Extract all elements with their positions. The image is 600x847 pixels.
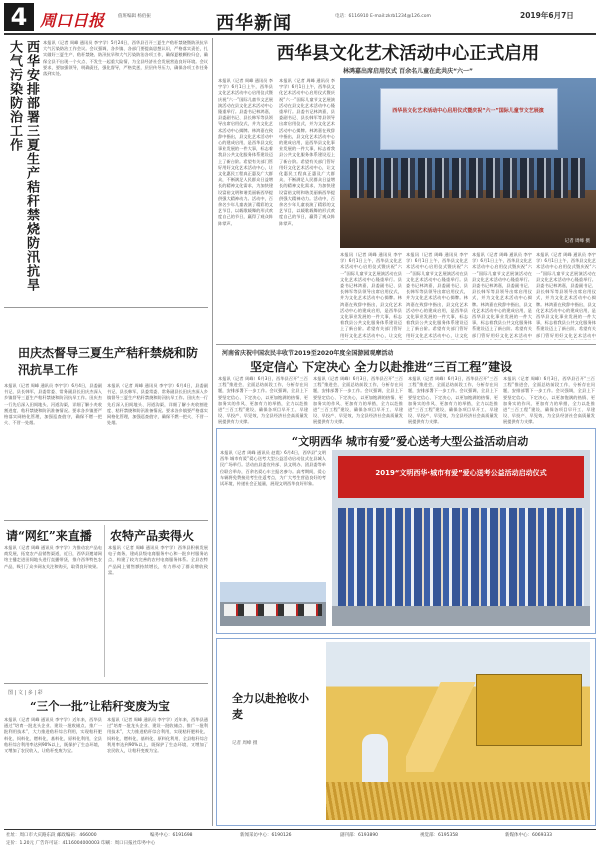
volunteer-side-photo <box>220 582 326 626</box>
wangyou-title: 请“网红”来直播 <box>6 529 92 543</box>
footer-phone-2: 新闻采访中心：6190126 <box>240 833 292 838</box>
tian-article-title: 田庆杰督导三夏生产秸秆禁烧和防汛抗旱工作 <box>18 346 199 377</box>
harvest-photo <box>326 642 590 820</box>
flood-article-body <box>43 40 208 302</box>
sanyi-title: “三个一批”让秸秆变废为宝 <box>30 699 170 713</box>
volunteer-title: “文明西华 城市有爱”爱心送考大型公益活动启动 <box>291 435 529 448</box>
volunteer-ground <box>332 606 590 626</box>
lead-title: 西华县文化艺术活动中心正式启用 <box>276 44 540 64</box>
footer-phone-4: 视觉部：6195358 <box>420 833 459 838</box>
harvest-title: 全力以赴抢收小麦 <box>232 692 309 721</box>
volunteer-crowd <box>338 508 584 608</box>
lead-text-3: 本报讯（记者 周峰 通讯员 李宇学）6月1日上午，西华县文化艺术活动中心启用仪式暨庆祝“六一”国际儿童节文艺展演活动在县文化艺术活动中心隆重举行。县委书记林鸿嘉，县委副书记、县长韩军等县领导出席启用仪式，并为文化艺术活动中心揭牌。林鸿嘉在致辞中指出，县文化艺术活动中心的建成启用，是西华县文化事业发展的一件大事，标志着我县公共文化服务体系建设迈上了新台阶。希望有关部门管好用好文化艺术活动中心，让文化 <box>340 252 402 338</box>
volunteer-text: 本报讯（记者 周峰 通讯员 赵霞）6月4日，西华县“文明西华 城市有爱”爱心送考大型公益活动启动仪式在县城人民广场举行。活动由县委宣传部、县文明办、团县委等单位联合举办，百余名爱心车主报名参与。高考期间，爱心车辆将免费接送考生往返考点，为广大考生营造良好的考试环境，传递社会正能量，展现文明西华良好形象。 <box>220 450 326 487</box>
wangyou-body <box>4 545 102 677</box>
harvest-caption: 记者 周峰 摄 <box>232 741 258 746</box>
lead-text-5: 本报讯（记者 周峰 通讯员 李宇学）6月1日上午，西华县文化艺术活动中心启用仪式暨庆祝“六一”国际儿童节文艺展演活动在县文化艺术活动中心隆重举行。县委书记林鸿嘉，县委副书记、县长韩军等县领导出席启用仪式，并为文化艺术活动中心揭牌。林鸿嘉在致辞中指出，县文化艺术活动中心的建成启用，是西华县文化事业发展的一件大事，标志着我县公共文化服务体系建设迈上了新台阶。希望有关部门管好用好文化艺术活动中 <box>472 252 532 338</box>
sanyi-kicker: 图 | 文 | 多 | 彩 <box>8 690 43 696</box>
footer-address: 社址：周口市大庆路东段 邮政编码：466000 <box>6 833 97 838</box>
tour-body-1 <box>218 376 308 424</box>
nong-text: 本报讯（记者 周峰 通讯员 李宇学）西华县积极发展电子商务，建成县级电商服务中心和一批乡村服务站点，构建了较为完善的农村电商服务体系。全县农特产品网上销售额持续增长，有力带动了群众增收致富。 <box>108 545 208 575</box>
tour-body-4 <box>503 376 595 424</box>
lead-body-col2 <box>279 78 335 340</box>
tian-article-body <box>4 383 102 513</box>
lead-photo <box>340 78 596 248</box>
lead-subtitle: 林鸿嘉出席启用仪式 百余名儿童在此共庆“六一” <box>343 68 473 75</box>
tian-text-col2: 本报讯（记者 周峰 通讯员 李宇学）6月4日，县委副书记、县长韩军，县委常委、常务副县长田庆杰深入乡镇督导三夏生产秸秆禁烧和防汛抗旱工作。田庆杰一行先后深入田间地头、河道沟渠，详细了解小麦收割进度、秸秆禁烧和防汛准备情况。要求各乡镇要严格落实网格化管理，加强巡查值守，确保不燃一把火、不冒一处烟。 <box>107 383 208 426</box>
lead-body-col5 <box>472 252 532 340</box>
tour-body-2 <box>313 376 403 424</box>
footer-phone-3: 副刊部：6193890 <box>340 833 379 838</box>
lead-text-6: 本报讯（记者 周峰 通讯员 李宇学）6月1日上午，西华县文化艺术活动中心启用仪式暨庆祝“六一”国际儿童节文艺展演活动在县文化艺术活动中心隆重举行。县委书记林鸿嘉，县委副书记、县长韩军等县领导出席启用仪式，并为文化艺术活动中心揭牌。林鸿嘉在致辞中指出，县文化艺术活动中心的建成启用，是西华县文化事业发展的一件大事，标志着我县公共文化服务体系建设迈上了新台阶。希望有关部门管好用好文化艺术活动中 <box>536 252 596 338</box>
flood-article-title: 西华安排部署三夏生产秸秆禁烧防汛抗旱大气污染防治工作 <box>7 40 39 292</box>
issue-date: 2019年6月7日 <box>520 11 574 20</box>
sanyi-text-col2: 本报讯（记者 周峰 通讯员 李宇学）近年来，西华县通过“培育一批龙头企业、建设一批收储点、推广一批利用技术”，大力推进秸秆综合利用，实现秸秆肥料化、饲料化、燃料化、基料化、原料化利用，全县秸秆综合利用率达到90%以上，既保护了生态环境，又增加了农民收入，让秸秆变废为宝。 <box>107 717 208 754</box>
tour-text-3: 本报讯（记者 周峰）6月3日，西华县召开“三百工程”推进会，全面总结前段工作，分析存在问题，安排部署下一步工作。会议强调，全县上下要坚定信心、下定决心，以更加饱满的热情、更加务实的作风、更加有力的举措，全力以赴推进“三百工程”建设，确保各项目早开工、早建设、早投产、早见效，为全县经济社会高质量发展提供有力支撑。 <box>408 376 498 424</box>
tour-banner: 河南省庆祝中国农民丰收节2019至2020年度全国游园观摩活动 <box>222 350 394 357</box>
footer-price: 定价：1.20元 广告许可证：4116004000003 印刷：周口日报社印务中心 <box>6 841 156 846</box>
nong-title: 农特产品卖得火 <box>110 529 195 543</box>
combine-harvester <box>476 674 582 746</box>
paper-logo: 周口日报 <box>40 11 105 30</box>
stage-floor <box>340 190 596 248</box>
sanyi-text-col1: 本报讯（记者 周峰 通讯员 李宇学）近年来，西华县通过“培育一批龙头企业、建设一批收储点、推广一批利用技术”，大力推进秸秆综合利用，实现秸秆肥料化、饲料化、燃料化、基料化、原料化利用，全县秸秆综合利用率达到90%以上，既保护了生态环境，又增加了农民收入，让秸秆变废为宝。 <box>4 717 102 754</box>
section-title: 西华新闻 <box>216 13 292 34</box>
nong-body <box>108 545 208 677</box>
tour-body-3 <box>408 376 498 424</box>
tian-text-col1: 本报讯（记者 周峰 通讯员 李宇学）6月4日，县委副书记、县长韩军，县委常委、常务副县长田庆杰深入乡镇督导三夏生产秸秆禁烧和防汛抗旱工作。田庆杰一行先后深入田间地头、河道沟渠，详细了解小麦收割进度、秸秆禁烧和防汛准备情况。要求各乡镇要严格落实网格化管理，加强巡查值守，确保不燃一把火、不冒一处烟。 <box>4 383 102 426</box>
flood-text: 本报讯（记者 周峰 通讯员 李宇学）5月24日，西华县召开三夏生产秸秆禁烧暨防汛抗旱大气污染防治工作会议。会议强调，各乡镇、各部门要提高思想认识，严格落实责任，扎实做好三夏生产、秸秆禁烧、防汛抗旱和大气污染防治各项工作，确保夏粮颗粒归仓，确保全县不出现一个火点、不发生一起重大险情，为全县经济社会发展营造良好环境。会议要求，要加强领导，明确责任，强化督导，严格奖惩，层层传导压力，确保各项工作任务落到实处。 <box>43 40 208 77</box>
lead-text-1: 本报讯（记者 周峰 通讯员 李宇学）6月1日上午，西华县文化艺术活动中心启用仪式暨庆祝“六一”国际儿童节文艺展演活动在县文化艺术活动中心隆重举行。县委书记林鸿嘉，县委副书记、县长韩军等县领导出席启用仪式，并为文化艺术活动中心揭牌。林鸿嘉在致辞中指出，县文化艺术活动中心的建成启用，是西华县文化事业发展的一件大事，标志着我县公共文化服务体系建设迈上了新台阶。希望有关部门管好用好文化艺术活动中心，让文化惠民工程真正惠及广大群众，不断满足人民群众日益增长的精神文化需求，为加快建设富裕文明和谐美丽新西华提供强大精神动力。活动中，百余名少年儿童表演了精彩的文艺节目，以载歌载舞的形式欢度自己的节日，赢得了观众阵阵掌声。 <box>218 78 273 226</box>
stage-backdrop <box>380 88 558 150</box>
wangyou-text: 本报讯（记者 周峰 通讯员 李宇学）为推动农产品电商发展，拓宽农产品销售渠道，近日，西华县邀请网络主播走进田间地头进行直播带货，推介西华特色农产品，吸引了众多网友关注和购买，取得良好效果。 <box>4 545 102 569</box>
contact-line: 电话：6116910 E-mail:zkrb1234@126.com <box>335 14 431 19</box>
tour-text-4: 本报讯（记者 周峰）6月3日，西华县召开“三百工程”推进会，全面总结前段工作，分析存在问题，安排部署下一步工作。会议强调，全县上下要坚定信心、下定决心，以更加饱满的热情、更加务实的作风、更加有力的举措，全力以赴推进“三百工程”建设，确保各项目早开工、早建设、早投产、早见效，为全县经济社会高质量发展提供有力支撑。 <box>503 376 595 424</box>
volunteer-banner-text: 2019“文明西华·城市有爱”爱心送考公益活动启动仪式 <box>375 469 547 477</box>
tour-title: 坚定信心 下定决心 全力以赴推进“三百工程”建设 <box>250 360 513 374</box>
volunteer-photo <box>332 450 590 626</box>
tian-article-body-2 <box>107 383 208 513</box>
editor-line: 值班编辑 杨佰振 <box>118 14 151 19</box>
lead-text-4: 本报讯（记者 周峰 通讯员 李宇学）6月1日上午，西华县文化艺术活动中心启用仪式暨庆祝“六一”国际儿童节文艺展演活动在县文化艺术活动中心隆重举行。县委书记林鸿嘉，县委副书记、县长韩军等县领导出席启用仪式，并为文化艺术活动中心揭牌。林鸿嘉在致辞中指出，县文化艺术活动中心的建成启用，是西华县文化事业发展的一件大事，标志着我县公共文化服务体系建设迈上了新台阶。希望有关部门管好用好文化艺术活动中心，让文化 <box>406 252 468 338</box>
lead-body-col1 <box>218 78 273 340</box>
lead-photo-caption: 记者 周峰 摄 <box>564 239 590 244</box>
lead-body-col6 <box>536 252 596 340</box>
cars-row <box>224 604 322 616</box>
page-number: 4 <box>4 3 34 31</box>
lead-text-2: 本报讯（记者 周峰 通讯员 李宇学）6月1日上午，西华县文化艺术活动中心启用仪式暨庆祝“六一”国际儿童节文艺展演活动在县文化艺术活动中心隆重举行。县委书记林鸿嘉，县委副书记、县长韩军等县领导出席启用仪式，并为文化艺术活动中心揭牌。林鸿嘉在致辞中指出，县文化艺术活动中心的建成启用，是西华县文化事业发展的一件大事，标志着我县公共文化服务体系建设迈上了新台阶。希望有关部门管好用好文化艺术活动中心，让文化惠民工程真正惠及广大群众，不断满足人民群众日益增长的精神文化需求，为加快建设富裕文明和谐美丽新西华提供强大精神动力。活动中，百余名少年儿童表演了精彩的文艺节目，以载歌载舞的形式欢度自己的节日，赢得了观众阵阵掌声。 <box>279 78 335 226</box>
lead-body-col4 <box>406 252 468 340</box>
wheat-field <box>326 782 590 820</box>
footer-phone-5: 新媒体中心：6069333 <box>505 833 553 838</box>
lead-body-col3 <box>340 252 402 340</box>
stage-people <box>350 158 586 198</box>
tour-text-2: 本报讯（记者 周峰）6月3日，西华县召开“三百工程”推进会，全面总结前段工作，分析存在问题，安排部署下一步工作。会议强调，全县上下要坚定信心、下定决心，以更加饱满的热情、更加务实的作风、更加有力的举措，全力以赴推进“三百工程”建设，确保各项目早开工、早建设、早投产、早见效，为全县经济社会高质量发展提供有力支撑。 <box>313 376 403 424</box>
sanyi-body-2 <box>107 717 208 822</box>
tour-text-1: 本报讯（记者 周峰）6月3日，西华县召开“三百工程”推进会，全面总结前段工作，分析存在问题，安排部署下一步工作。会议强调，全县上下要坚定信心、下定决心，以更加饱满的热情、更加务实的作风、更加有力的举措，全力以赴推进“三百工程”建设，确保各项目早开工、早建设、早投产、早见效，为全县经济社会高质量发展提供有力支撑。 <box>218 376 308 424</box>
grain-stream <box>406 682 480 772</box>
stage-banner-text: 西华县文化艺术活动中心启用仪式暨庆祝“六一”国际儿童节文艺展演 <box>392 108 544 114</box>
footer-phone-1: 编务中心：6191698 <box>150 833 193 838</box>
sanyi-body-1 <box>4 717 102 822</box>
